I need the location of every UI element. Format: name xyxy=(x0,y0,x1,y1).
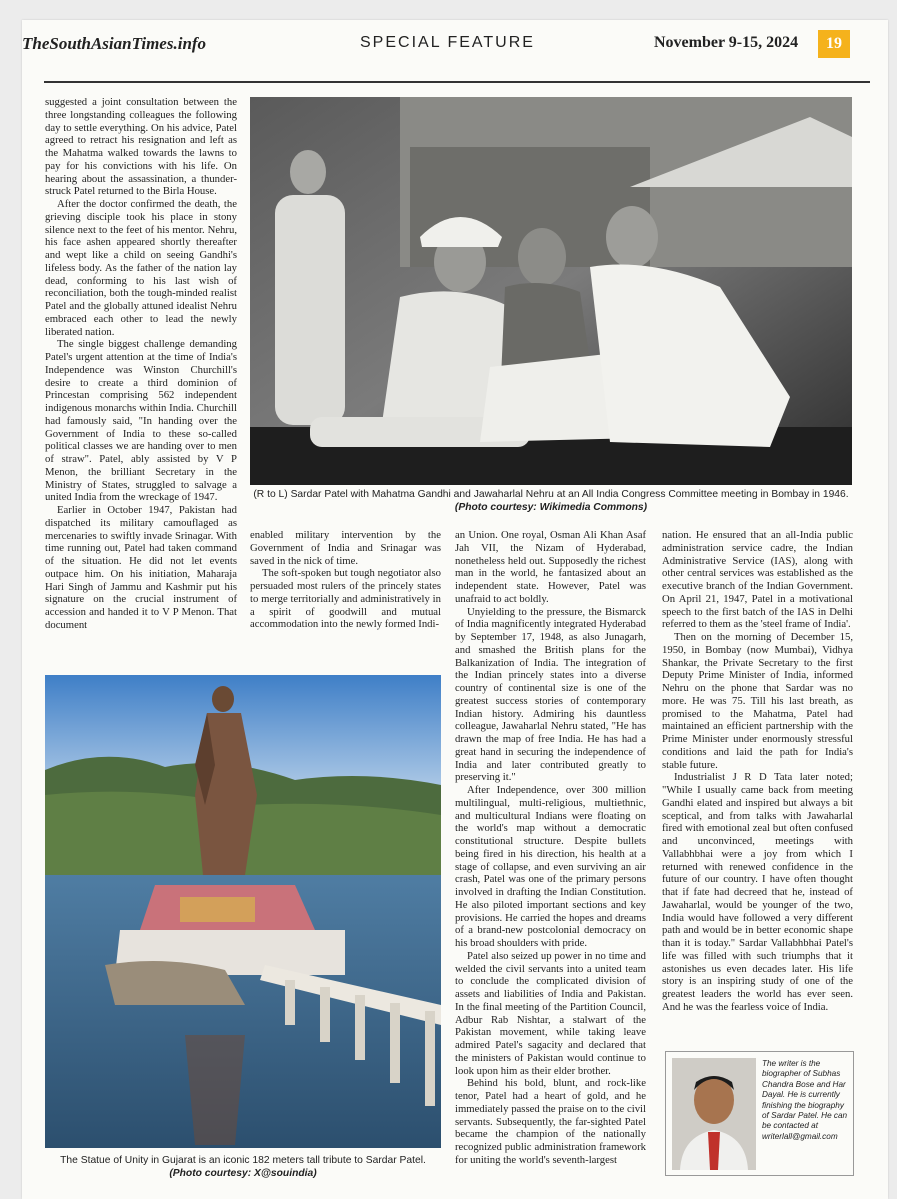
page-number: 19 xyxy=(818,30,850,58)
caption-text: The Statue of Unity in Gujarat is an iconic 182 meters tall tribute to Sardar Patel. xyxy=(60,1155,426,1166)
section-title: SPECIAL FEATURE xyxy=(360,34,535,51)
statue-photo xyxy=(45,675,441,1148)
paragraph: nation. He ensured that an all-India public administration service cadre, the Indian Administrative Service (IAS), along with other central services was established as the executive branch of the Indian Government. On April 21, 1947, Patel in a motivational speech to the first batch of the IAS in Delhi referred to them as the 'steel frame of India'. xyxy=(662,529,853,631)
paragraph: Earlier in October 1947, Pakistan had dispatched its military camouflaged as mercenaries to swiftly invade Srinagar. With time running out, Patel had taken command of the situation. He did not let events outpace him. On his initiation, Maharaja Hari Singh of Jammu and Kashmir put his signature on the crucial instrument of accession and handed it to V P Menon. That document xyxy=(45,504,237,631)
statue-caption xyxy=(45,1154,441,1180)
paragraph: Then on the morning of December 15, 1950, in Bombay (now Mumbai), Vidhya Shankar, the Private Secretary to the first Deputy Prime Minister of India, informed Nehru on the phone that Sardar was no more. He was 75. Till his last breath, as promised to the Mahatma, Patel had maintained an efficient partnership with the Prime Minister under enormously stressful conditions and laid the path for India's stable future. xyxy=(662,631,853,771)
caption-text: (R to L) Sardar Patel with Mahatma Gandhi and Jawaharlal Nehru at an All India Congress Committee meeting in Bombay in 1946. xyxy=(253,489,849,500)
paragraph: After the doctor confirmed the death, the grieving disciple took his place in stony silence next to the feet of his mentor. Nehru, his face ashen appeared shortly thereafter and wept like a child on seeing Gandhi's lifeless body. As the father of the nation lay dead, conforming to his last wish of reconciliation, both the tough-minded realist Patel and the globally attuned idealist Nehru embraced each other to lead the newly liberated nation. xyxy=(45,198,237,338)
paragraph: suggested a joint consultation between the three longstanding colleagues the following day to settle everything. On his advice, Patel agreed to retract his resignation and left as the Mahatma walked towards the lawns to pay for his convictions with his life. On hearing about the assassination, a thunder-struck Patel returned to the Birla House. xyxy=(45,96,237,198)
paragraph: an Union. One royal, Osman Ali Khan Asaf Jah VII, the Nizam of Hyderabad, nonetheless held out. Supposedly the richest man in the world, he fantasized about an independent state. However, Patel was unafraid to act boldly. xyxy=(455,529,646,605)
page-header xyxy=(22,34,897,64)
author-bio-box xyxy=(665,1051,854,1176)
paragraph: The soft-spoken but tough negotiator also persuaded most rulers of the princely states to merge territorially and administratively in a spirit of goodwill and mutual accommodation into the newly formed Indi- xyxy=(250,567,441,631)
photo-credit: (Photo courtesy: Wikimedia Commons) xyxy=(454,502,648,513)
paragraph: Patel also seized up power in no time and welded the civil servants into a united team to conclude the complicated division of assets and liabilities of India and Pakistan. In the final meeting of the Partition Council, Adbur Rab Nishtar, a stalwart of the Pakistan movement, while taking leave admired Patel's sagacity and declared that the ministers of Pakistan would continue to look upon him as their elder brother. xyxy=(455,949,646,1077)
author-portrait-illustration xyxy=(672,1058,756,1170)
paragraph: enabled military intervention by the Government of India and Srinagar was saved in the nick of time. xyxy=(250,529,441,567)
header-rule xyxy=(44,81,870,83)
paragraph: Unyielding to the pressure, the Bismarck of India magnificently integrated Hyderabad by September 17, 1948, as also Junagarh, and smashed the British plans for the Balkanization of India. The integration of the Indian princely states into a diverse country of continental size is one of the greatest success stories of contemporary Indian history. Admiring his dauntless colleague, Jawaharlal Nehru stated, "He has drawn the map of free India. He has had a great hand in securing the independence of India and later contributed greatly to preserving it." xyxy=(455,605,646,784)
article-column-1 xyxy=(45,96,237,632)
photo-caption xyxy=(250,488,852,514)
photo-leaders-illustration xyxy=(250,97,852,485)
author-bio-text: The writer is the biographer of Subhas Chandra Bose and Har Dayal. He is currently finishing the biography of Sardar Patel. He can be contacted at writerlall@gmail.com xyxy=(762,1059,848,1141)
author-photo xyxy=(672,1058,756,1170)
paragraph: Behind his bold, blunt, and rock-like tenor, Patel had a heart of gold, and he immediately passed the praise on to the civil servants. Subsequently, the far-sighted Patel became the champion of the nationally recognized public administration framework for uniting the world's seventh-largest xyxy=(455,1077,646,1166)
paragraph: After Independence, over 300 million multilingual, multi-religious, multiethnic, and multicultural Indians were floating on the world's map without a democratic constitutional structure. Despite bullets being fired in his direction, his health at a stage of collapse, and even surviving an air crash, Patel was one of the primary persons involved in drafting the Indian Constitution. He also piloted important sections and key provisions. He carried the hopes and dreams of a brand-new postcolonial democracy on his broad shoulders with pride. xyxy=(455,784,646,949)
article-column-3 xyxy=(455,529,646,1167)
article-column-4 xyxy=(662,529,853,1014)
statue-of-unity-illustration xyxy=(45,675,441,1148)
paragraph: Industrialist J R D Tata later noted; "While I usually came back from meeting Gandhi elated and inspired but always a bit sceptical, and from talks with Jawaharlal fired with emotional zeal but often confused and unconvinced, meetings with Vallabhbhai were a joy from which I returned with renewed confidence in the future of our country. I have often thought that if fate had decreed that he, instead of Jawaharlal, would be younger of the two, India would have followed a very different path and would be in better economic shape than it is today." Sardar Vallabhbhai Patel's life was filled with such triumphs that it astonishes us even decades later. His life story is an inspiring study of one of the greatest leaders the world has ever seen. And he was the fearless voice of India. xyxy=(662,771,853,1013)
article-column-2 xyxy=(250,529,441,631)
photo-credit: (Photo courtesy: X@souindia) xyxy=(169,1168,317,1179)
paragraph: The single biggest challenge demanding Patel's urgent attention at the time of India's Independence was Winston Churchill's desire to create a third dominion of Princestan comprising 562 independent indigenous monarchs within India. Churchill had famously said, "In handing over the Government of India to these so-called political classes we are handing over to men of straw". Patel, ably assisted by V P Menon, the brilliant Secretary in the Ministry of States, struggled to salvage a united India from the wreckage of 1947. xyxy=(45,338,237,504)
site-name: TheSouthAsianTimes.info xyxy=(22,34,207,53)
issue-date: November 9-15, 2024 xyxy=(654,34,799,51)
historical-photo xyxy=(250,97,852,485)
